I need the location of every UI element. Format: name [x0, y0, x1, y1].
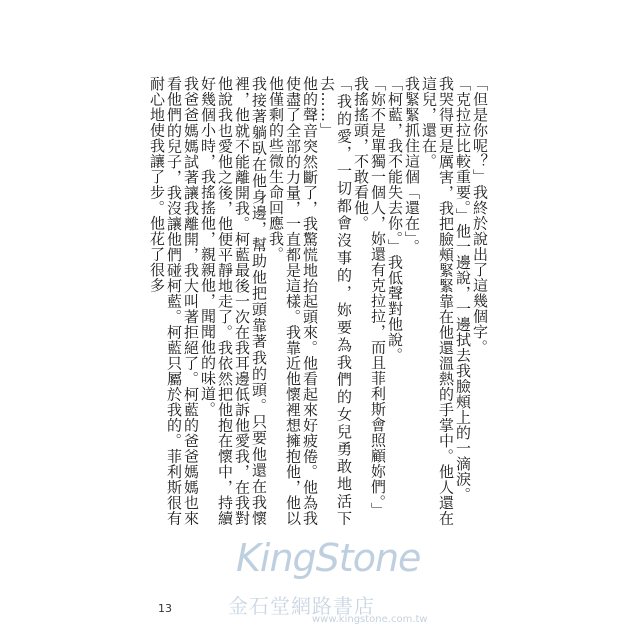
watermark-url: www.kingstone.com.tw [312, 614, 428, 625]
watermark-chinese-name: 金石堂網路書店 [228, 594, 375, 618]
paragraph: 「但是你呢？」我終於說出了這幾個字。 [471, 76, 489, 355]
paragraph: 他的聲音突然斷了，我驚慌地抬起頭來。他看起來好疲倦。他為我使盡了全部的力量，一直都是這樣。我靠近他懷裡想擁抱他，他以他僅剩的些微生命回應我。 [267, 76, 319, 526]
paragraph: 我接著躺臥在他身邊，幫助他把頭靠著我的頭。只要他還在我懷裡，他就不能離開我。柯藍最後一次在我耳邊低訴他愛我，在我對他說我也愛他之後，他便平靜地走了。我依然把他抱在懷中，持續好幾個小時，我搖搖他，親親他，聞聞他的味道。 [199, 76, 268, 526]
paragraph: 我搖搖頭，不敢看他。 [352, 76, 370, 231]
paragraph: 「克拉拉比較重要。」他一邊說，一邊拭去我臉頰上的一滴淚。 [454, 76, 472, 503]
paragraph: 我緊緊抓住這個「還在」。 [403, 76, 421, 255]
watermark-logo: KingStone [236, 536, 421, 580]
paragraph: 我哭得更是厲害，我把臉頰緊緊靠在他還溫熱的手掌中。他人還在這兒，還在。 [420, 76, 455, 526]
paragraph: 「柯藍，我不能失去你。」我低聲對他說。 [386, 76, 404, 363]
paragraph: 「我的愛，一切都會沒事的，妳要為我們的女兒勇敢地活下去……」 [318, 76, 353, 526]
page-number: 13 [158, 602, 172, 615]
paragraph: 我爸爸媽媽試著讓我離開，我大叫著拒絕了。柯藍的爸爸媽媽也來看他們的兒子，我沒讓他們碰柯藍。柯藍只屬於我的。菲利斯很有耐心地使我讓了步。他花了很多 [148, 76, 200, 526]
paragraph: 「妳不是單獨一個人，妳還有克拉拉，而且菲利斯會照顧妳們。」 [369, 76, 387, 518]
body-text [148, 76, 488, 526]
watermark [228, 536, 468, 626]
